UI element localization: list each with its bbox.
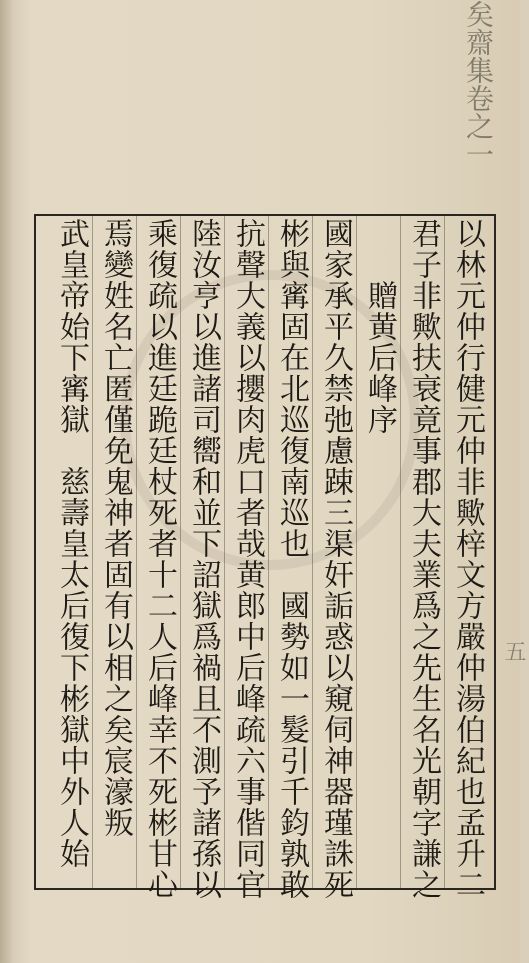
column-rule	[268, 216, 269, 888]
column-rule	[400, 216, 401, 888]
page-header-fragment: 矣齋集卷之一	[462, 0, 495, 168]
text-column: 武皇帝始下寗獄 慈壽皇太后復下彬獄中外人始	[54, 218, 89, 869]
column-rule	[356, 216, 357, 888]
text-column: 君子非歟扶衰竟事郡大夫業爲之先生名光朝字謙之	[406, 218, 441, 900]
text-column: 抗聲大義以攖肉虎口者哉黄郎中后峰疏六事偕同官	[230, 218, 265, 900]
text-column: 乘復疏以進廷跪廷杖死者十二人后峰幸不死彬甘心	[142, 218, 177, 900]
text-column: 彬與寗固在北巡復南巡也 國勢如一髮引千鈞孰敢	[274, 218, 309, 900]
column-rule	[312, 216, 313, 888]
column-rule	[224, 216, 225, 888]
text-column-heading: 贈黄后峰序	[362, 218, 397, 435]
column-rule	[136, 216, 137, 888]
text-column: 以林元仲行健元仲非歟梓文方嚴仲湯伯紀也孟升二	[450, 218, 485, 900]
column-rule	[444, 216, 445, 888]
column-rule	[92, 216, 93, 888]
column-rule	[180, 216, 181, 888]
text-column: 焉變姓名亡匿僅免鬼神者固有以相之矣宸濠叛	[98, 218, 133, 838]
text-column: 陸汝亨以進諸司嚮和並下詔獄爲禍且不測予諸孫以	[186, 218, 221, 900]
page-number-mark: 五	[501, 640, 526, 662]
text-column: 國家承平久禁弛慮踈三渠奸詬惑以窺伺神器瑾誅死	[318, 218, 353, 900]
binding-edge	[0, 0, 12, 963]
